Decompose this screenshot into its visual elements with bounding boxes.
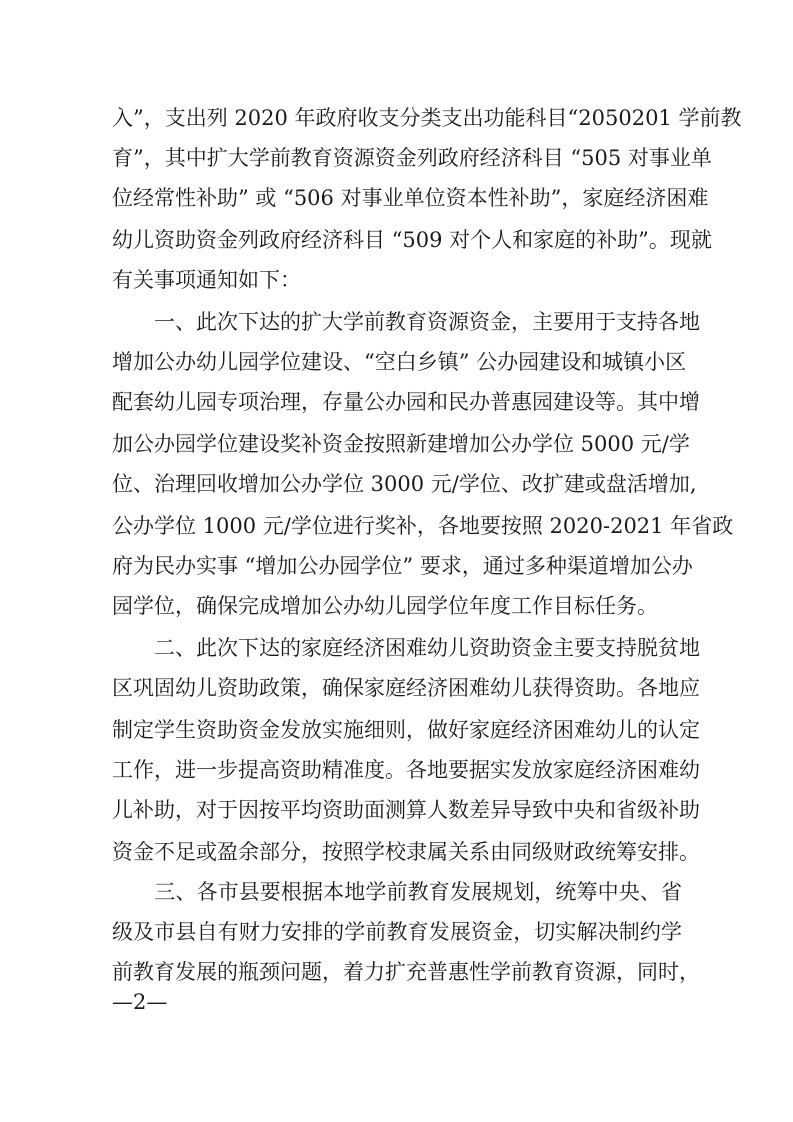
text-line: 入”，支出列 2020 年政府收支分类支出功能科目“2050201 学前教	[112, 106, 742, 130]
text-line: 有关事项通知如下：	[112, 268, 301, 292]
text-line: 府为民办实事 “增加公办园学位” 要求，通过多种渠道增加公办	[112, 554, 693, 578]
text-line: 增加公办幼儿园学位建设、“空白乡镇” 公办园建设和城镇小区	[112, 350, 687, 374]
text-line: 儿补助，对于因按平均资助面测算人数差异导致中央和省级补助	[112, 798, 700, 822]
page-number: —2—	[112, 990, 168, 1014]
text-line: 配套幼儿园专项治理，存量公办园和民办普惠园建设等。其中增	[112, 390, 700, 414]
text-line: 加公办园学位建设奖补资金按照新建增加公办学位 5000 元/学	[112, 432, 690, 456]
text-line: 园学位，确保完成增加公办幼儿园学位年度工作目标任务。	[112, 594, 658, 618]
text-line: 位经常性补助” 或 “506 对事业单位资本性补助”，家庭经济困难	[112, 186, 709, 210]
paragraph-1-start: 一、此次下达的扩大学前教育资源资金，主要用于支持各地	[112, 310, 700, 334]
text-line: 级及市县自有财力安排的学前教育发展资金，切实解决制约学	[112, 920, 682, 944]
text-line: 幼儿资助资金列政府经济科目 “509 对个人和家庭的补助”。现就	[112, 228, 712, 252]
text-line: 资金不足或盈余部分，按照学校隶属关系由同级财政统筹安排。	[112, 840, 700, 864]
text-line: 前教育发展的瓶颈问题，着力扩充普惠性学前教育资源，同时，	[112, 960, 700, 984]
text-line: 育”，其中扩大学前教育资源资金列政府经济科目 “505 对事业单	[112, 146, 712, 170]
paragraph-3-start: 三、各市县要根据本地学前教育发展规划，统筹中央、省	[112, 880, 682, 904]
text-line: 制定学生资助资金发放实施细则，做好家庭经济困难幼儿的认定	[112, 718, 700, 742]
text-line: 位、治理回收增加公办学位 3000 元/学位、改扩建或盘活增加,	[112, 472, 697, 496]
paragraph-2-start: 二、此次下达的家庭经济困难幼儿资助资金主要支持脱贫地	[112, 636, 700, 660]
text-line: 公办学位 1000 元/学位进行奖补，各地要按照 2020-2021 年省政	[112, 514, 734, 538]
text-line: 区巩固幼儿资助政策，确保家庭经济困难幼儿获得资助。各地应	[112, 676, 700, 700]
text-line: 工作，进一步提高资助精准度。各地要据实发放家庭经济困难幼	[112, 758, 700, 782]
